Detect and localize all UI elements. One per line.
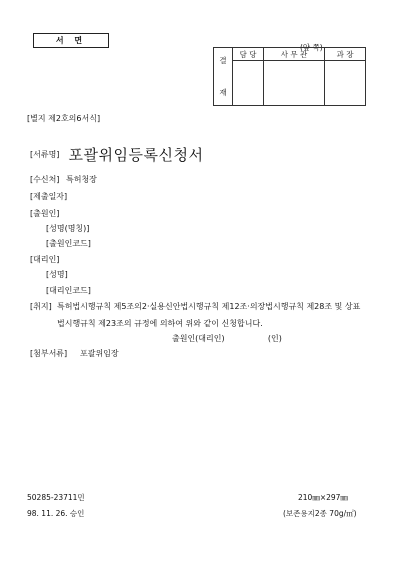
front-side-label: (앞 쪽) <box>300 43 323 52</box>
approval-table <box>213 47 366 106</box>
footer-paper-spec: (보존용지2종 70g/㎡) <box>283 509 357 518</box>
title-type-label: [서류명] <box>30 150 60 159</box>
footer-paper-size: 210㎜×297㎜ <box>298 493 348 502</box>
applicant-name-label: [성명(명칭)] <box>46 224 90 233</box>
approval-label-bottom: 재 <box>219 87 227 97</box>
approval-sign-staff <box>233 61 264 106</box>
footer-approval-date: 98. 11. 26. 승인 <box>27 509 85 518</box>
purpose-label: [취지] <box>30 302 52 311</box>
form-number: [별지 제2호의6서식] <box>27 114 101 123</box>
applicant-label: [출원인] <box>30 209 60 218</box>
approval-label-top: 결 <box>219 55 227 65</box>
agent-label: [대리인] <box>30 255 60 264</box>
document-type-box: 서 면 <box>33 33 109 48</box>
document-title <box>30 144 203 165</box>
recipient-label: [수신처] <box>30 175 60 184</box>
submit-date-label: [제출일자] <box>30 192 68 201</box>
agent-name-label: [성명] <box>46 270 68 279</box>
purpose-text-line1: 특허법시행규칙 제5조의2·실용신안법시행규칙 제12조·의장법시행규칙 제28조 및 상표 <box>57 302 361 311</box>
approval-col-officer: 사 무 관 <box>264 48 325 61</box>
approval-sign-officer <box>264 61 325 106</box>
approval-label <box>214 48 233 106</box>
applicant-code-label: [출원인코드] <box>46 239 91 248</box>
recipient-value: 특허청장 <box>66 175 97 184</box>
footer-form-code: 50285-23711민 <box>27 493 85 502</box>
purpose-text-line2: 법시행규칙 제23조의 규정에 의하여 위와 같이 신청합니다. <box>57 319 263 328</box>
approval-col-director: 과 장 <box>325 48 366 61</box>
agent-code-label: [대리인코드] <box>46 286 91 295</box>
attachment-label: [첨부서류] <box>30 349 68 358</box>
approval-sign-director <box>325 61 366 106</box>
title-text: 포괄위임등록신청서 <box>68 146 204 164</box>
attachment-value: 포괄위임장 <box>80 349 119 358</box>
signature-line: 출원인(대리인) (인) <box>172 334 282 343</box>
approval-col-staff: 담 당 <box>233 48 264 61</box>
